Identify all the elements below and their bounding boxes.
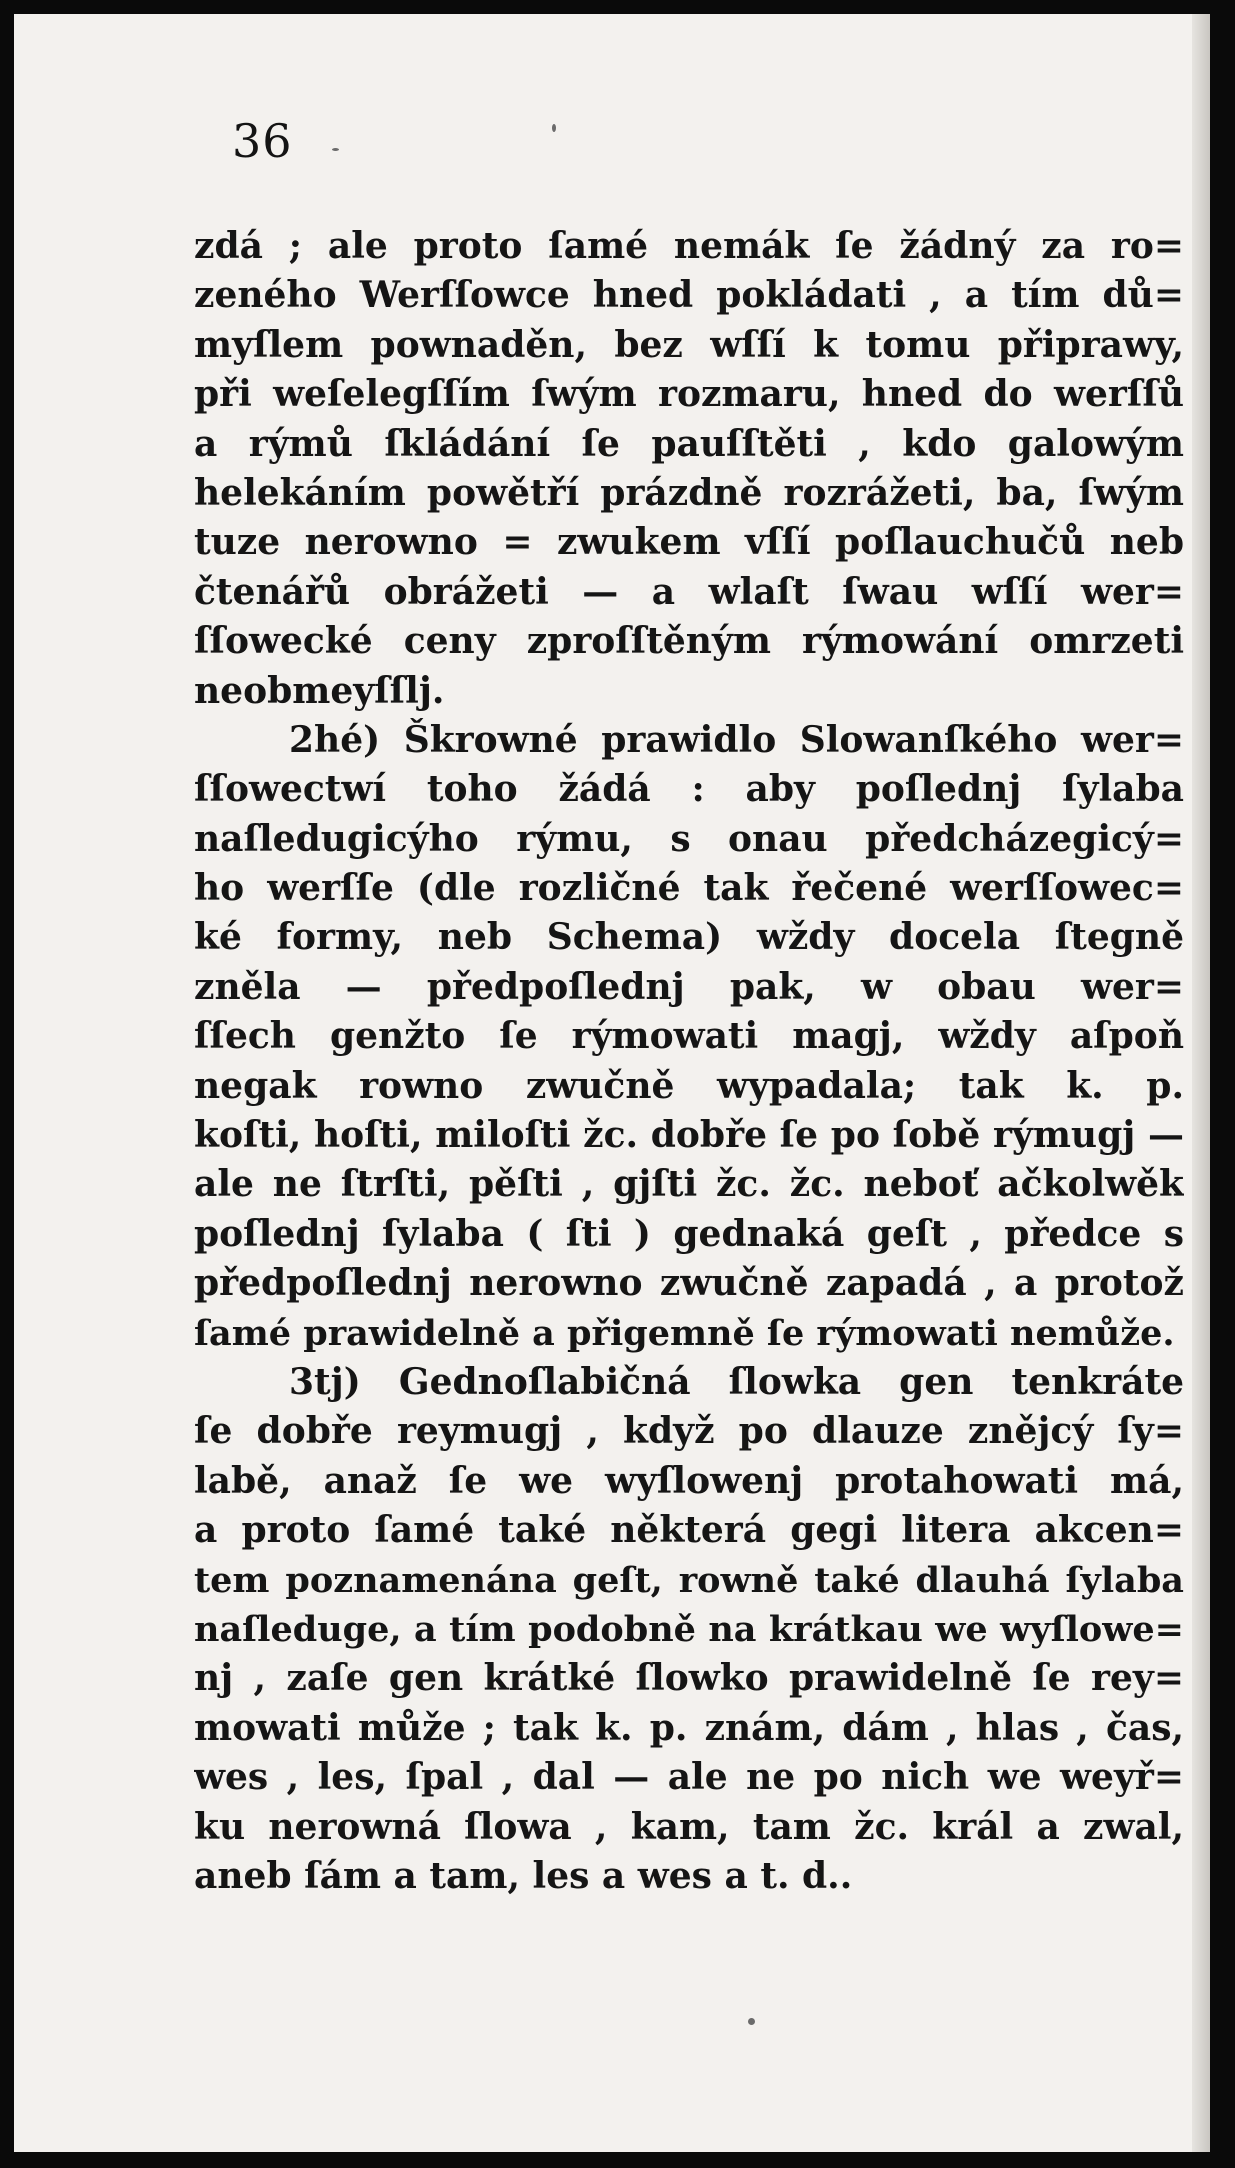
text-line: koſti, hoſti, miloſti žc. dobře ſe po ſobě rýmugj — [194, 1114, 1184, 1157]
text-line: při weſelegſſím ſwým rozmaru, hned do werſſů [194, 373, 1184, 416]
text-line: ſſowecké ceny zproſſtěným rýmowání omrzeti [194, 620, 1184, 663]
text-line: zdá ; ale proto ſamé nemák ſe žádný za ro= [194, 225, 1184, 267]
book-page [14, 14, 1210, 2152]
text-line: ſſech genžto ſe rýmowati magj, wždy aſpoň [194, 1015, 1184, 1058]
text-line: naſledugicýho rýmu, s onau předcházegicý= [194, 817, 1184, 860]
page-edge-shadow [1192, 14, 1210, 2152]
page-number: 36 [232, 114, 293, 168]
text-line: čtenářů obrážeti — a wlaſt ſwau wſſí wer= [194, 570, 1184, 613]
text-line: ſamé prawidelně a přigemně ſe rýmowati nemůže. [194, 1312, 1175, 1354]
text-line: helekáním powětří prázdně rozrážeti, ba, ſwým [194, 471, 1184, 514]
text-line: poſlednj ſylaba ( ſti ) gednaká geſt , předce s [194, 1212, 1184, 1255]
text-line: 3tj) Gednoſlabičná ſlowka gen tenkráte [289, 1360, 1184, 1403]
text-line: ſe dobře reymugj , když po dlauze znějcý ſy= [194, 1410, 1184, 1453]
text-line: aneb ſám a tam, les a wes a t. d.. [194, 1854, 853, 1897]
text-line: mowati může ; tak k. p. znám, dám , hlas , čas, [194, 1706, 1184, 1749]
ink-speck [552, 124, 556, 132]
body-text [194, 222, 1184, 1901]
text-line: tuze nerowno = zwukem vſſí poſlauchučů neb [194, 521, 1184, 564]
text-line: wes , les, ſpal , dal — ale ne po nich we weyř= [194, 1756, 1184, 1799]
text-line: ho werſſe (dle rozličné tak řečené werſſowec= [194, 867, 1184, 910]
text-line: ké formy, neb Schema) wždy docela ſtegně [194, 916, 1184, 959]
text-line: ſſowectwí toho žádá : aby poſlednj ſylaba [194, 768, 1184, 811]
text-line: labě, anaž ſe we wyſlowenj protahowati má, [194, 1459, 1184, 1502]
text-line: a rýmů ſkládání ſe pauſſtěti , kdo galowým [194, 422, 1184, 465]
text-line: tem poznamenána geſt, rowně také dlauhá ſylaba [194, 1559, 1184, 1601]
text-line: nj , zaſe gen krátké ſlowko prawidelně ſe rey= [194, 1657, 1184, 1700]
ink-speck [748, 2018, 755, 2025]
text-line: myſlem pownaděn, bez wſſí k tomu připrawy, [194, 323, 1184, 366]
ink-speck [332, 148, 339, 151]
text-line: naſleduge, a tím podobně na krátkau we wyſlowe= [194, 1608, 1184, 1650]
text-line: neobmeyſſlj. [194, 669, 445, 712]
text-line: zněla — předpoſlednj pak, w obau wer= [194, 965, 1184, 1008]
text-line: zeného Werſſowce hned pokládati , a tím dů= [194, 274, 1184, 317]
text-line: 2hé) Škrowné prawidlo Slowanſkého wer= [289, 718, 1184, 761]
text-line: ku nerowná ſlowa , kam, tam žc. král a zwal, [194, 1805, 1184, 1848]
text-line: a proto ſamé také některá gegi litera akcen= [194, 1509, 1184, 1552]
text-line: negak rowno zwučně wypadala; tak k. p. [194, 1064, 1184, 1107]
text-line: předpoſlednj nerowno zwučně zapadá , a protož [194, 1262, 1184, 1305]
text-line: ale ne ſtrſti, pěſti , gjſti žc. žc. neboť ačkolwěk [194, 1163, 1184, 1206]
